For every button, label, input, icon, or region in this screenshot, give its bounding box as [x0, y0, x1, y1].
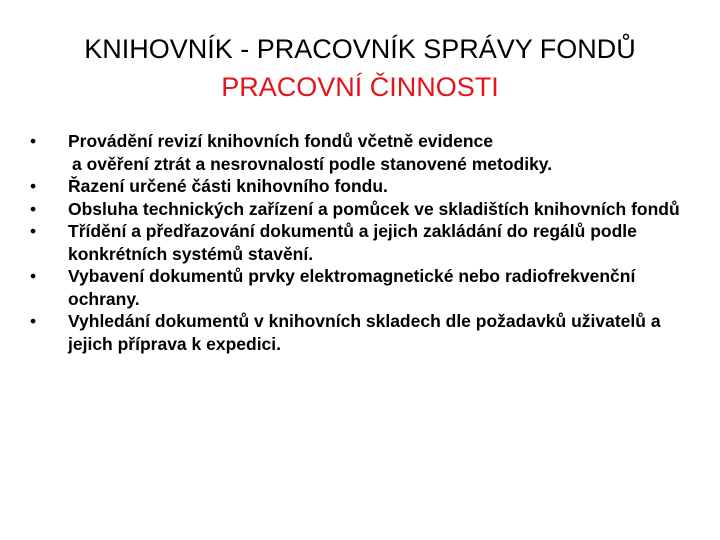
bullet-icon: • — [30, 176, 37, 196]
bullet-icon: • — [30, 198, 37, 219]
bullet-list — [30, 130, 700, 355]
bullet-item — [30, 130, 700, 175]
bullet-item — [30, 220, 700, 265]
bullet-icon: • — [30, 311, 37, 331]
bullet-icon: • — [30, 221, 37, 241]
bullet-item — [30, 265, 700, 310]
title-main: KNIHOVNÍK - PRACOVNÍK SPRÁVY FONDŮ — [84, 34, 636, 64]
title-subtitle: PRACOVNÍ ČINNOSTI — [221, 72, 499, 102]
bullet-text: Vyhledání dokumentů v knihovních skladech dle požadavků uživatelů a jejich příprava k expedici. — [68, 311, 661, 354]
bullet-text: Vybavení dokumentů prvky elektromagnetické nebo radiofrekvenční ochrany. — [68, 266, 636, 309]
bullet-text-continuation: a ověření ztrát a nesrovnalostí podle stanovené metodiky. — [72, 153, 553, 174]
bullet-text: Řazení určené části knihovního fondu. — [68, 176, 388, 196]
bullet-icon: • — [30, 266, 37, 286]
bullet-item — [30, 310, 700, 355]
bullet-text: Provádění revizí knihovních fondů včetně evidence — [68, 131, 493, 151]
slide-title — [20, 30, 700, 106]
bullet-item — [30, 198, 700, 221]
bullet-item — [30, 175, 700, 198]
bullet-text: Obsluha technických zařízení a pomůcek ve skladištích knihovních fondů — [68, 198, 680, 219]
bullet-text: Třídění a předřazování dokumentů a jejich zakládání do regálů podle konkrétních systémů stavění. — [68, 221, 637, 264]
bullet-icon: • — [30, 131, 37, 151]
